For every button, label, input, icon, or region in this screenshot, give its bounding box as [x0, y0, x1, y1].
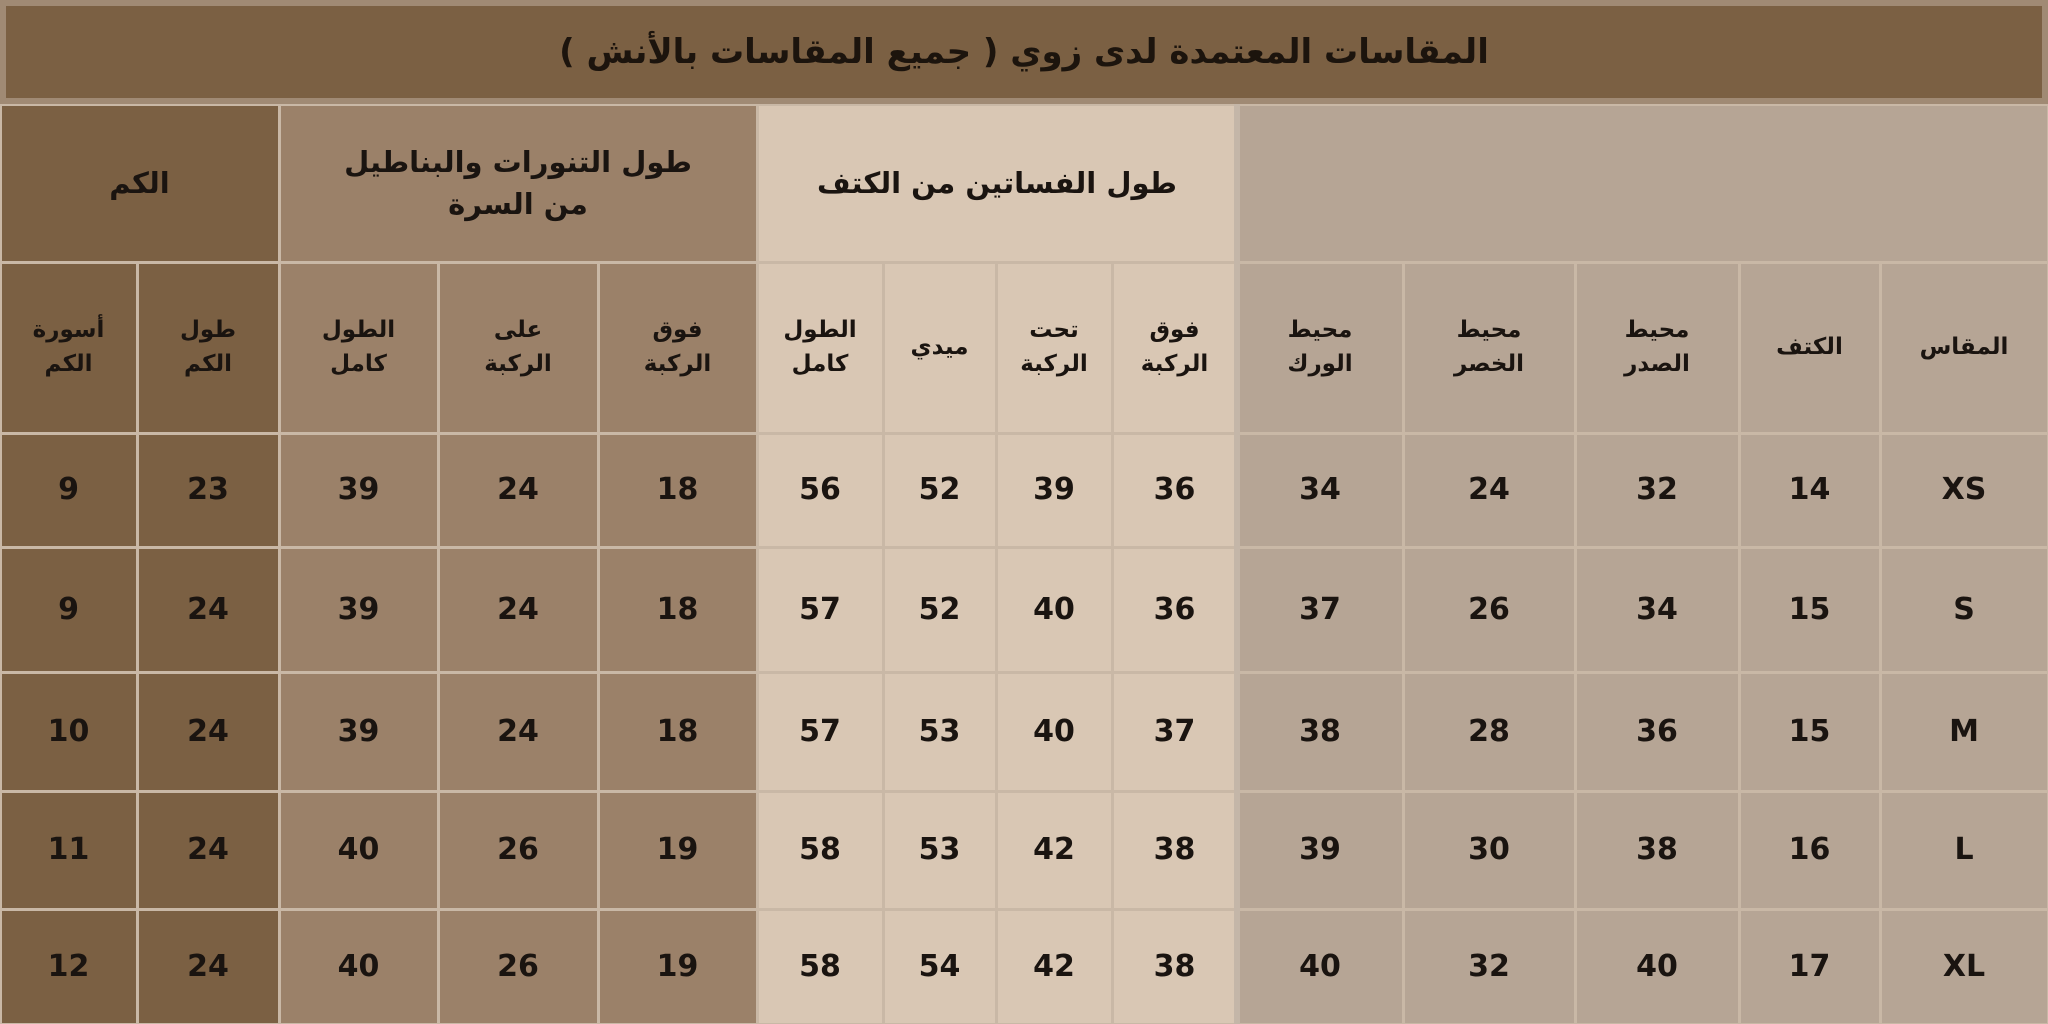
cell-s-shoulder: 15 — [1741, 549, 1879, 671]
cell-m-skirt-on-knee: 24 — [440, 674, 597, 790]
cell-xl-skirt-above-knee: 19 — [600, 911, 756, 1023]
cell-xl-hip: 40 — [1239, 911, 1402, 1023]
cell-xs-skirt-above-knee: 18 — [600, 435, 756, 546]
cell-m-shoulder: 15 — [1741, 674, 1879, 790]
cell-m-sleeve-cuff: 10 — [2, 674, 136, 790]
cell-s-skirt-above-knee: 18 — [600, 549, 756, 671]
chart-title: المقاسات المعتمدة لدى زوي ( جميع المقاسات بالأنش ) — [559, 32, 1489, 72]
cell-s-dress-below-knee: 40 — [998, 549, 1111, 671]
cell-xs-sleeve-length: 23 — [139, 435, 278, 546]
cell-l-dress-below-knee: 42 — [998, 793, 1111, 908]
column-header-skirt-full: الطول كامل — [281, 264, 437, 432]
cell-xs-dress-below-knee: 39 — [998, 435, 1111, 546]
cell-m-waist: 28 — [1405, 674, 1574, 790]
cell-l-skirt-full: 40 — [281, 793, 437, 908]
cell-xs-dress-midi: 52 — [885, 435, 995, 546]
cell-xs-size: XS — [1882, 435, 2047, 546]
cell-xs-waist: 24 — [1405, 435, 1574, 546]
cell-l-waist: 30 — [1405, 793, 1574, 908]
group-header-skirt: طول التنورات والبناطيل من السرة — [281, 106, 756, 261]
column-header-skirt-on-knee: على الركبة — [440, 264, 597, 432]
group-header-basic — [1239, 106, 2047, 261]
cell-s-waist: 26 — [1405, 549, 1574, 671]
cell-l-skirt-above-knee: 19 — [600, 793, 756, 908]
cell-s-dress-midi: 52 — [885, 549, 995, 671]
cell-xs-dress-above-knee: 36 — [1114, 435, 1236, 546]
cell-s-hip: 37 — [1239, 549, 1402, 671]
column-header-sleeve-cuff: أسورة الكم — [2, 264, 136, 432]
cell-m-dress-midi: 53 — [885, 674, 995, 790]
column-header-size: المقاس — [1882, 264, 2047, 432]
cell-m-sleeve-length: 24 — [139, 674, 278, 790]
cell-xl-waist: 32 — [1405, 911, 1574, 1023]
cell-l-dress-above-knee: 38 — [1114, 793, 1236, 908]
cell-xs-skirt-full: 39 — [281, 435, 437, 546]
cell-xs-sleeve-cuff: 9 — [2, 435, 136, 546]
cell-m-chest: 36 — [1577, 674, 1738, 790]
cell-xl-shoulder: 17 — [1741, 911, 1879, 1023]
cell-s-sleeve-length: 24 — [139, 549, 278, 671]
cell-m-dress-full: 57 — [759, 674, 882, 790]
cell-l-shoulder: 16 — [1741, 793, 1879, 908]
cell-l-size: L — [1882, 793, 2047, 908]
column-header-dress-full: الطول كامل — [759, 264, 882, 432]
cell-l-sleeve-cuff: 11 — [2, 793, 136, 908]
cell-xl-chest: 40 — [1577, 911, 1738, 1023]
column-header-shoulder: الكتف — [1741, 264, 1879, 432]
column-header-dress-above-knee: فوق الركبة — [1114, 264, 1236, 432]
cell-xs-chest: 32 — [1577, 435, 1738, 546]
column-header-sleeve-length: طول الكم — [139, 264, 278, 432]
cell-s-skirt-on-knee: 24 — [440, 549, 597, 671]
cell-xl-skirt-full: 40 — [281, 911, 437, 1023]
cell-s-size: S — [1882, 549, 2047, 671]
section-divider — [1234, 104, 1240, 1024]
column-header-dress-below-knee: تحت الركبة — [998, 264, 1111, 432]
group-header-sleeve: الكم — [2, 106, 278, 261]
cell-m-size: M — [1882, 674, 2047, 790]
cell-m-dress-above-knee: 37 — [1114, 674, 1236, 790]
cell-xl-dress-below-knee: 42 — [998, 911, 1111, 1023]
cell-xl-skirt-on-knee: 26 — [440, 911, 597, 1023]
cell-xs-shoulder: 14 — [1741, 435, 1879, 546]
cell-xl-size: XL — [1882, 911, 2047, 1023]
cell-xs-hip: 34 — [1239, 435, 1402, 546]
cell-s-chest: 34 — [1577, 549, 1738, 671]
cell-xl-dress-midi: 54 — [885, 911, 995, 1023]
cell-l-sleeve-length: 24 — [139, 793, 278, 908]
cell-xs-skirt-on-knee: 24 — [440, 435, 597, 546]
cell-xl-dress-above-knee: 38 — [1114, 911, 1236, 1023]
cell-xl-dress-full: 58 — [759, 911, 882, 1023]
group-header-dress: طول الفساتين من الكتف — [759, 106, 1236, 261]
cell-l-dress-full: 58 — [759, 793, 882, 908]
column-header-waist: محيط الخصر — [1405, 264, 1574, 432]
title-bar — [0, 0, 2048, 104]
column-header-skirt-above-knee: فوق الركبة — [600, 264, 756, 432]
cell-m-hip: 38 — [1239, 674, 1402, 790]
cell-l-hip: 39 — [1239, 793, 1402, 908]
cell-m-dress-below-knee: 40 — [998, 674, 1111, 790]
column-header-dress-midi: ميدي — [885, 264, 995, 432]
cell-m-skirt-full: 39 — [281, 674, 437, 790]
cell-xs-dress-full: 56 — [759, 435, 882, 546]
cell-s-skirt-full: 39 — [281, 549, 437, 671]
cell-l-skirt-on-knee: 26 — [440, 793, 597, 908]
cell-l-chest: 38 — [1577, 793, 1738, 908]
cell-m-skirt-above-knee: 18 — [600, 674, 756, 790]
cell-s-dress-above-knee: 36 — [1114, 549, 1236, 671]
cell-xl-sleeve-cuff: 12 — [2, 911, 136, 1023]
cell-l-dress-midi: 53 — [885, 793, 995, 908]
cell-s-dress-full: 57 — [759, 549, 882, 671]
cell-s-sleeve-cuff: 9 — [2, 549, 136, 671]
column-header-hip: محيط الورك — [1239, 264, 1402, 432]
column-header-chest: محيط الصدر — [1577, 264, 1738, 432]
cell-xl-sleeve-length: 24 — [139, 911, 278, 1023]
